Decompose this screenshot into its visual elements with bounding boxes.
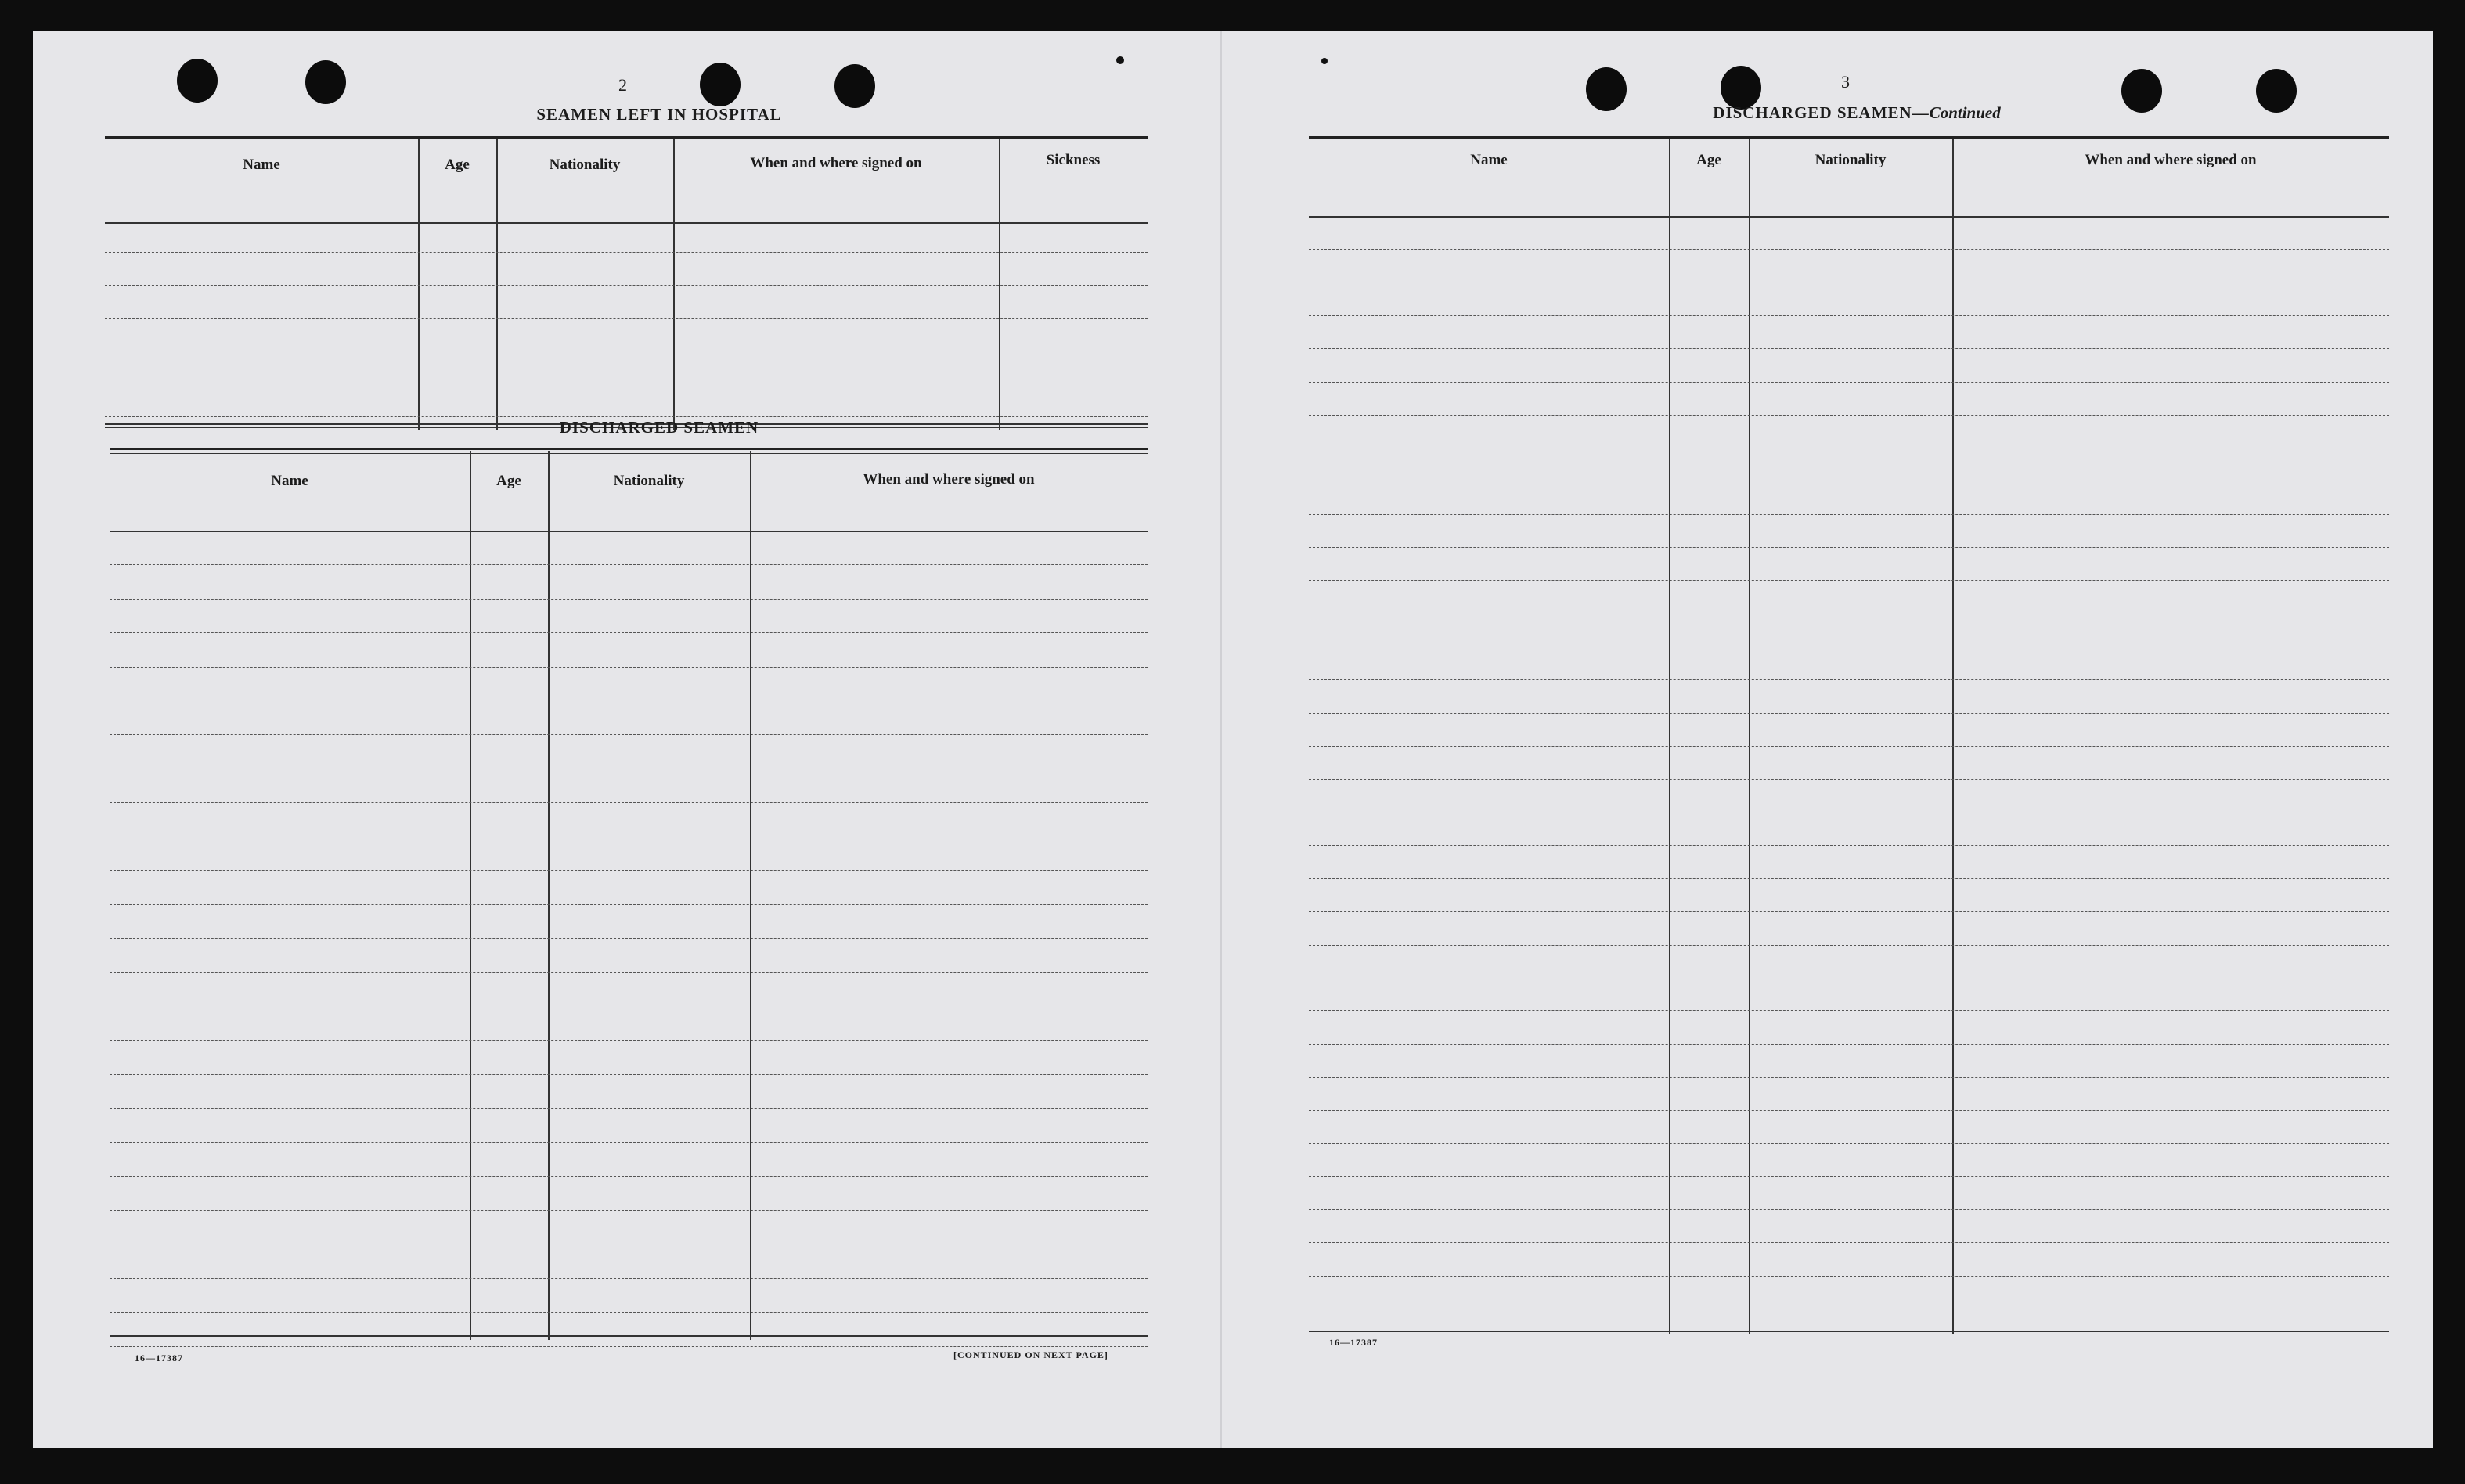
table-row <box>1309 382 2389 383</box>
table-row <box>1309 945 2389 946</box>
section-title-discharged-continued <box>1559 103 2154 123</box>
table-row <box>1309 249 2389 250</box>
table-row <box>1309 547 2389 548</box>
column-header-nationality: Nationality <box>1815 152 1887 168</box>
table-row <box>1309 713 2389 714</box>
table-row <box>1309 1077 2389 1078</box>
table-row <box>1309 1044 2389 1045</box>
ink-speck <box>1321 58 1328 64</box>
table-row <box>105 318 1148 319</box>
column-header-signed-on: When and where signed on <box>2085 152 2257 168</box>
table-row <box>110 632 1148 633</box>
table-row <box>110 972 1148 973</box>
page-number: 2 <box>618 75 627 95</box>
punch-hole <box>305 60 346 104</box>
column-header-sickness: Sickness <box>1046 152 1101 168</box>
table-row <box>1309 348 2389 349</box>
table-row <box>110 564 1148 565</box>
form-number: 16—17387 <box>135 1353 183 1363</box>
section-title-discharged: DISCHARGED SEAMEN <box>559 418 759 437</box>
table-row <box>1309 1209 2389 1210</box>
document-sheet <box>33 31 2433 1448</box>
column-header-name: Name <box>271 473 308 489</box>
table-row <box>110 734 1148 735</box>
table-row <box>110 938 1148 939</box>
table-row <box>1309 415 2389 416</box>
punch-hole <box>834 64 875 108</box>
table-row <box>1309 1143 2389 1144</box>
table-row <box>1309 845 2389 846</box>
column-header-nationality: Nationality <box>613 473 685 489</box>
table-row <box>110 1108 1148 1109</box>
table-row <box>1309 315 2389 316</box>
table-row <box>1309 679 2389 680</box>
page-fold <box>1220 31 1222 1448</box>
discharged-table-right <box>1309 136 2389 1342</box>
page-number: 3 <box>1841 72 1850 92</box>
punch-hole <box>2256 69 2297 113</box>
table-row <box>110 1210 1148 1211</box>
column-header-signed-on: When and where signed on <box>863 471 1035 488</box>
title-continued: Continued <box>1929 103 2001 122</box>
punch-hole <box>700 63 741 106</box>
table-row <box>110 599 1148 600</box>
title-main: DISCHARGED SEAMEN— <box>1713 103 1930 122</box>
continued-note: [CONTINUED ON NEXT PAGE] <box>953 1349 1108 1360</box>
table-row <box>1309 1010 2389 1011</box>
table-row <box>1309 1110 2389 1111</box>
table-row <box>110 904 1148 905</box>
column-header-name: Name <box>1470 152 1508 168</box>
column-header-nationality: Nationality <box>549 157 621 173</box>
punch-hole <box>177 59 218 103</box>
section-title-hospital: SEAMEN LEFT IN HOSPITAL <box>536 105 782 124</box>
table-row <box>110 667 1148 668</box>
column-header-signed-on: When and where signed on <box>750 155 922 171</box>
table-row <box>110 870 1148 871</box>
table-row <box>1309 911 2389 912</box>
discharged-table-left <box>110 448 1148 1379</box>
column-header-age: Age <box>445 157 470 173</box>
table-row <box>1309 746 2389 747</box>
table-row <box>1309 1276 2389 1277</box>
hospital-table <box>105 136 1148 430</box>
table-row <box>110 1278 1148 1279</box>
table-row <box>105 252 1148 253</box>
table-row <box>110 1176 1148 1177</box>
column-header-name: Name <box>243 157 280 173</box>
table-row <box>110 1312 1148 1313</box>
table-row <box>1309 514 2389 515</box>
table-row <box>110 1346 1148 1347</box>
form-number: 16—17387 <box>1329 1337 1378 1348</box>
ink-speck <box>1116 56 1124 64</box>
column-header-age: Age <box>1696 152 1721 168</box>
table-row <box>1309 580 2389 581</box>
table-row <box>110 1074 1148 1075</box>
table-row <box>1309 1176 2389 1177</box>
table-row <box>1309 1242 2389 1243</box>
table-row <box>105 416 1148 417</box>
table-row <box>1309 779 2389 780</box>
table-row <box>105 285 1148 286</box>
table-row <box>110 802 1148 803</box>
table-row <box>1309 878 2389 879</box>
table-row <box>110 1040 1148 1041</box>
column-header-age: Age <box>496 473 521 489</box>
table-row <box>110 1142 1148 1143</box>
